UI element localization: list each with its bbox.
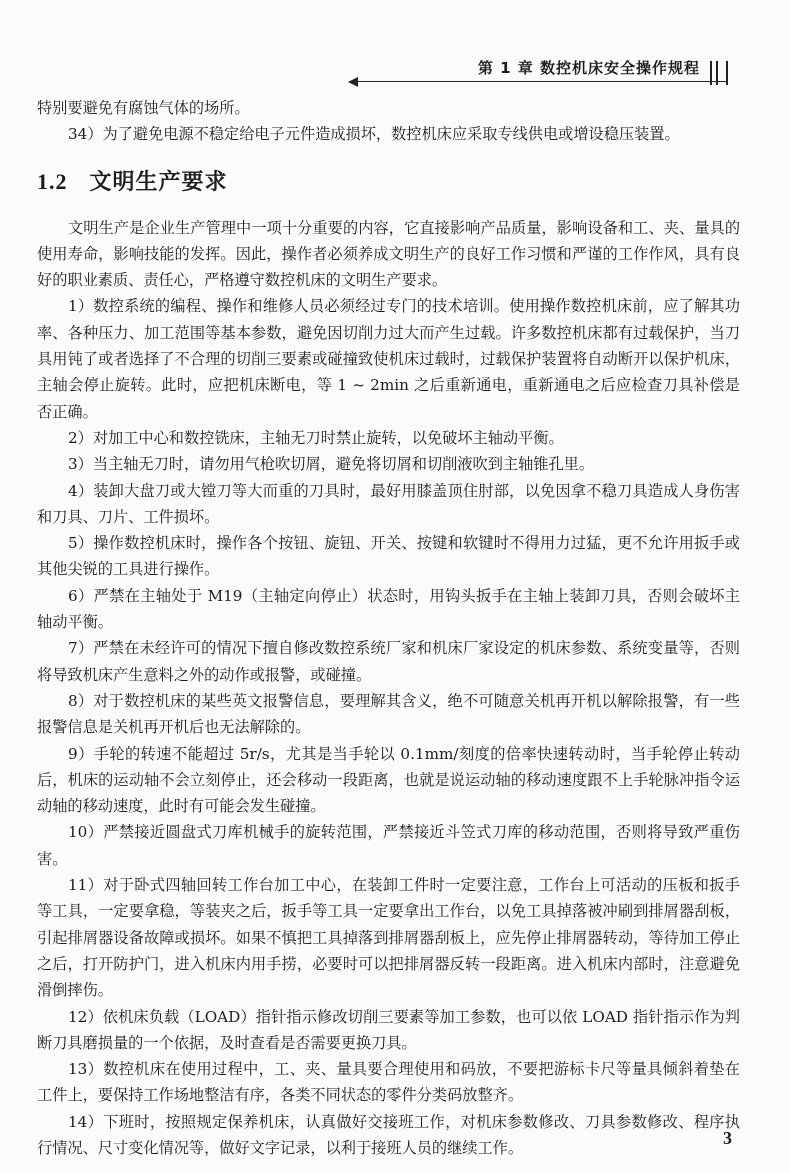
list-item-2: 2）对加工中心和数控铣床，主轴无刀时禁止旋转，以免破坏主轴动平衡。 — [68, 428, 564, 447]
section-number: 1.2 — [37, 168, 68, 194]
list-item-5: 5）操作数控机床时，操作各个按钮、旋钮、开关、按键和软键时不得用力过猛，更不允许用扳手或其他尖锐的工具进行操作。 — [37, 534, 740, 579]
list-item-1: 1）数控系统的编程、操作和维修人员必须经过专门的技术培训。使用操作数控机床前，应了解其功率、各种压力、加工范围等基本参数，避免因切削力过大而产生过载。许多数控机床都有过载保护，当刀具用钝了或者选择了不合理的切削三要素或碰撞致使机床过载时，过载保护装置将自动断开以保护机床，主轴会停止旋转。此时，应把机床断电，等 1 ~ 2min 之后重新通电，重新通电之后应检查刀具补偿是否正确。 — [37, 297, 740, 421]
list-item-4: 4）装卸大盘刀或大镗刀等大而重的刀具时，最好用膝盖顶住肘部，以免因拿不稳刀具造成人身伤害和刀具、刀片、工件损坏。 — [37, 481, 740, 526]
list-item-9: 9）手轮的转速不能超过 5r/s，尤其是当手轮以 0.1mm/刻度的倍率快速转动时，当手轮停止转动后，机床的运动轴不会立刻停止，还会移动一段距离，也就是说运动轴的移动速度跟不上手轮脉冲指令运动轴的移动速度，此时有可能会发生碰撞。 — [37, 744, 740, 816]
chapter-title: 第 1 章 数控机床安全操作规程 — [477, 59, 700, 77]
left-arrow-icon — [348, 77, 358, 87]
header-rule — [356, 81, 728, 82]
list-item-10: 10）严禁接近圆盘式刀库机械手的旋转范围，严禁接近斗笠式刀库的移动范围，否则将导致严重伤害。 — [37, 823, 740, 868]
list-item-11: 11）对于卧式四轴回转工作台加工中心，在装卸工件时一定要注意，工作台上可活动的压板和扳手等工具，一定要拿稳，等装夹之后，扳手等工具一定要拿出工作台，以免工具掉落被冲刷到排屑器刮板，引起排屑器设备故障或损坏。如果不慎把工具掉落到排屑器刮板上，应先停止排屑器转动，等待加工停止之后，打开防护门，进入机床内用手捞，必要时可以把排屑器反转一段距离。进入机床内部时，注意避免滑倒摔伤。 — [37, 876, 740, 1000]
chapter-marker-bars — [710, 61, 728, 85]
continuation-line: 特别要避免有腐蚀气体的场所。 — [37, 99, 250, 117]
running-header — [348, 60, 728, 82]
list-item-8: 8）对于数控机床的某些英文报警信息，要理解其含义，绝不可随意关机再开机以解除报警，有一些报警信息是关机再开机后也无法解除的。 — [37, 691, 740, 737]
section-title: 文明生产要求 — [89, 169, 228, 195]
list-item-14: 14）下班时，按照规定保养机床，认真做好交接班工作，对机床参数修改、刀具参数修改、程序执行情况、尺寸变化情况等，做好文字记录，以利于接班人员的继续工作。 — [37, 1112, 740, 1157]
list-item-12: 12）依机床负载（LOAD）指针指示修改切削三要素等加工参数，也可以依 LOAD 指针指示作为判断刀具磨损量的一个依据，及时查看是否需要更换刀具。 — [37, 1007, 740, 1052]
section-heading — [37, 162, 740, 203]
paragraph-intro: 文明生产是企业生产管理中一项十分重要的内容，它直接影响产品质量，影响设备和工、夹、量具的使用寿命，影响技能的发挥。因此，操作者必须养成文明生产的良好工作习惯和严谨的工作作风，具有良好的职业素质、责任心，严格遵守数控机床的文明生产要求。 — [37, 218, 740, 290]
list-item-7: 7）严禁在未经许可的情况下擅自修改数控系统厂家和机床厂家设定的机床参数、系统变量等，否则将导致机床产生意料之外的动作或报警，或碰撞。 — [37, 639, 740, 684]
list-item-6: 6）严禁在主轴处于 M19（主轴定向停止）状态时，用钩头扳手在主轴上装卸刀具，否则会破坏主轴动平衡。 — [37, 586, 740, 632]
list-item-13: 13）数控机床在使用过程中，工、夹、量具要合理使用和码放，不要把游标卡尺等量具倾斜着垫在工件上，要保持工作场地整洁有序，各类不同状态的零件分类码放整齐。 — [37, 1060, 740, 1105]
list-item-3: 3）当主轴无刀时，请勿用气枪吹切屑，避免将切屑和切削液吹到主轴锥孔里。 — [68, 455, 595, 474]
page-body — [37, 95, 740, 1161]
page-number: 3 — [723, 1128, 732, 1148]
list-item-34: 34）为了避免电源不稳定给电子元件造成损坏，数控机床应采取专线供电或增设稳压装置。 — [68, 125, 680, 144]
